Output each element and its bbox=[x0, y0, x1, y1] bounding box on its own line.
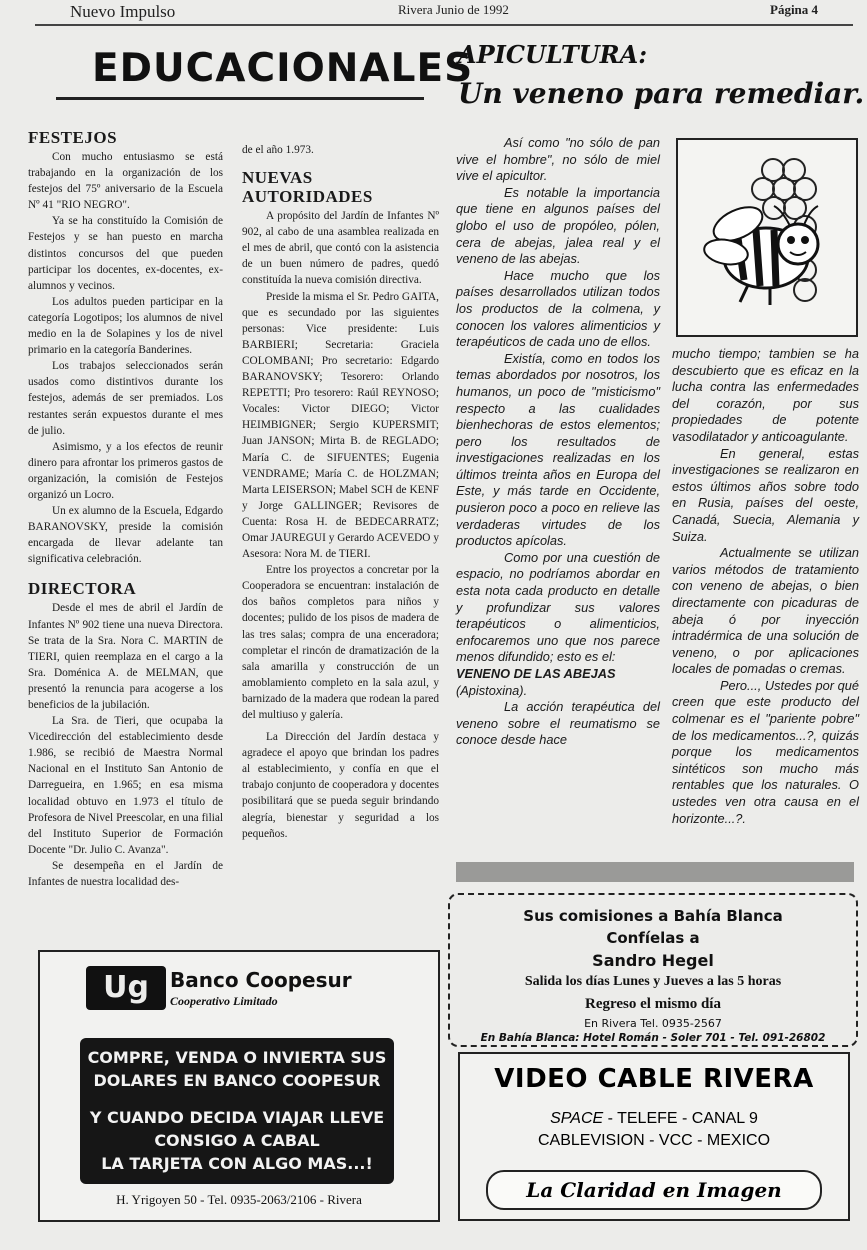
divider-bar bbox=[456, 862, 854, 882]
ad-line: Confíelas a bbox=[606, 929, 700, 947]
paragraph: En general, estas investigaciones se realizaron en estos últimos años sobre todo en Rusia, países del oeste, Canadá, Suecia, Alemania y Suiza. bbox=[672, 445, 859, 544]
autoridades-heading: NUEVAS AUTORIDADES bbox=[242, 168, 373, 207]
paragraph: Los adultos pueden participar en la categoría Logotipos; los alumnos de nivel medio en la de Solapines y los de nivel primario en la categoría Banderines. bbox=[28, 295, 223, 357]
ad-banco-coopesur bbox=[38, 950, 440, 1222]
paragraph: La acción terapéutica del veneno sobre el reumatismo se conoce desde hace bbox=[456, 699, 660, 748]
festejos-heading: FESTEJOS bbox=[28, 128, 118, 147]
paragraph: Ya se ha constituído la Comisión de Festejos y se han puesto en marcha distintos concursos del que pueden participar los docentes, ex-docentes, ex-alumnos y vecinos. bbox=[28, 215, 223, 292]
ad-line: Sandro Hegel bbox=[592, 951, 714, 970]
channels-line: - TELEFE - CANAL 9 bbox=[603, 1110, 758, 1127]
paragraph: A propósito del Jardín de Infantes Nº 902, al cabo de una asamblea realizada en el mes de abril, que contó con la asistencia de un buen número de padres, quedó constituída la nueva comisión directiva. bbox=[242, 210, 439, 287]
promo-line: COMPRE, VENDA O INVIERTA SUS bbox=[87, 1048, 387, 1067]
channels-line-2: CABLEVISION - VCC - MEXICO bbox=[537, 1132, 771, 1149]
header-rule bbox=[35, 24, 853, 26]
bank-name: Banco Coopesur bbox=[170, 968, 352, 992]
bank-address: H. Yrigoyen 50 - Tel. 0935-2063/2106 - Rivera bbox=[116, 1192, 362, 1207]
ad-line: Sus comisiones a Bahía Blanca bbox=[523, 907, 783, 925]
promo-line: LA TARJETA CON ALGO MAS...! bbox=[101, 1154, 373, 1173]
ad-line: En Bahía Blanca: Hotel Román - Soler 701 - Tel. 091-26802 bbox=[480, 1032, 826, 1044]
ad-line: Salida los días Lunes y Jueves a las 5 horas bbox=[524, 974, 782, 989]
paragraph: Como por una cuestión de espacio, no podríamos abordar en esta nota cada producto en detalle y profundizar sus valores terapéuticos o alimenticios, enfocaremos uno que nos parece menos difundido; esto es el: bbox=[456, 549, 660, 665]
space-label: SPACE bbox=[550, 1110, 604, 1127]
paragraph: Entre los proyectos a concretar por la Cooperadora se encuentran: instalación de dos baños completos para niños y docentes; pulido de los pisos de madera de las tres salas; compra de una enceradora; completar el rincón de dramatización de la sala amarilla y construcción de un amoblamiento completo en la sala azul, y barnizado de la madera que rodean la pared del multiuso y galería. bbox=[242, 564, 439, 721]
paragraph: La Dirección del Jardín destaca y agradece el apoyo que brindan los padres al establecimiento, y confía en que el trabajo conjunto de cooperadora y docentes posibilitará que se pueda seguir brindando alegría, bienestar y seguridad a los pequeños. bbox=[242, 731, 439, 840]
paragraph: Pero..., Ustedes por qué creen que este producto del colmenar es el "pariente pobre" de los medicamentos...?, quizás porque los medicamentos sintéticos son mucho más rentables que los naturales. O ustedes ven otra causa en el horizonte...?. bbox=[672, 677, 859, 826]
ad-line: En Rivera Tel. 0935-2567 bbox=[584, 1017, 722, 1030]
apicultura-column-1 bbox=[456, 135, 660, 749]
apicultura-column-2 bbox=[672, 346, 859, 827]
paragraph: Existía, como en todos los temas abordados por nosotros, los humanos, un poco de "misticismo" respecto a las cualidades bienhechoras de estos elementos; pero los resultados de investigaciones realizadas en los últimos treinta años en Europa del Este, y más tarde en Occidente, pusieron poco a poco en relieve las verdaderas virtudes de los productos apícolas. bbox=[456, 350, 660, 549]
paragraph: Un ex alumno de la Escuela, Edgardo BARANOVSKY, preside la comisión encargada de llevar adelante tan significativa celebración. bbox=[28, 505, 223, 566]
paragraph: La Sra. de Tieri, que ocupaba la Vicedirección del establecimiento desde 1.986, se recibió de Maestra Normal Nacional en el Instituto San Antonio de Darregueira, en 1.965; en esa misma localidad obtuvo en 1.973 el título de Profesora de Nivel Preescolar, en una filial del Instituto Superior de Formación Docente "Dr. Julio C. Avanza". bbox=[28, 715, 223, 856]
section-title: EDUCACIONALES bbox=[92, 46, 474, 91]
promo-line: CONSIGO A CABAL bbox=[154, 1131, 320, 1150]
column-middle bbox=[242, 142, 439, 842]
apicultura-title: APICULTURA: bbox=[458, 40, 648, 69]
bank-promo-box bbox=[80, 1038, 394, 1184]
masthead: Nuevo Impulso bbox=[70, 2, 176, 21]
paragraph: Con mucho entusiasmo se está trabajando en la organización de los festejos del 75º aniversario de la Escuela Nº 41 "RIO NEGRO". bbox=[28, 151, 223, 212]
paragraph: Preside la misma el Sr. Pedro GAITA, que es secundado por las siguientes personas: Vice presidente: Luis BARBIERI; Secretaria: Graciela COLOMBANI; Pro secretario: Edgardo BARANOVSKY; Tesorero: Orlando REPETTI; Pro tesorero: Raúl REYNOSO; Vocales: Victor DIEGO; Victor HEIMBIGNER; Sergio KUPERSMIT; Juan JANSON; Mirta B. de REGLADO; María C. de SIFUENTES; Eugenia VENDRAME; María C. de HOLZMAN; Marta LEISERSON; Mabel SCH de KENF y Jorge GALLINGER; Revisores de Cuenta: Rosa H. de BEDECARRATZ; Omar JAUREGUI y Gerardo ACEVEDO y Asesora: Nora M. de TIERI. bbox=[242, 290, 439, 561]
paragraph: Asimismo, y a los efectos de reunir dinero para afrontar los primeros gastos de organización, la comisión de Festejos organizó un Locro. bbox=[28, 440, 223, 501]
apistoxina: (Apistoxina). bbox=[456, 682, 528, 698]
ad-video-cable bbox=[458, 1052, 850, 1221]
paragraph: Desde el mes de abril el Jardín de Infantes Nº 902 tiene una nueva Directora. Se trata de la Sra. Nora C. MARTIN de TIERI, quien reemplaza en el cargo a la Sra. Doménica A. de MELMAN, que presentó la renuncia para acogerse a los beneficios de la jubilación. bbox=[28, 602, 223, 711]
ad-sandro-hegel bbox=[448, 893, 858, 1047]
paragraph: Los trabajos seleccionados serán usados como distintivos durante los festejos, además de ser premiados. Los restantes serán expuestos durante el mes de julio. bbox=[28, 360, 223, 437]
directora-heading: DIRECTORA bbox=[28, 579, 137, 599]
bee-illustration bbox=[676, 138, 858, 337]
promo-line: Y CUANDO DECIDA VIAJAR LLEVE bbox=[89, 1108, 385, 1127]
page-header bbox=[0, 0, 867, 26]
honeycomb bbox=[678, 140, 856, 335]
paragraph: Así como "no sólo de pan vive el hombre", no sólo de miel vive el apicultor. bbox=[456, 135, 660, 184]
cable-slogan: La Claridad en Imagen bbox=[486, 1170, 822, 1210]
section-rule bbox=[56, 97, 424, 100]
apicultura-subtitle: Un veneno para remediar. bbox=[458, 77, 865, 110]
cable-title: VIDEO CABLE RIVERA bbox=[494, 1064, 814, 1094]
column-left bbox=[28, 122, 223, 890]
coopesur-logo: Ug bbox=[86, 966, 166, 1010]
bank-subname: Cooperativo Limitado bbox=[170, 994, 278, 1008]
promo-line: DOLARES EN BANCO COOPESUR bbox=[93, 1071, 381, 1090]
paragraph: Hace mucho que los países desarrollados utilizan todos los productos de la colmena, y conocen los valores alimenticios y terapéuticos de cada uno de ellos. bbox=[456, 267, 660, 350]
ad-line: Regreso el mismo día bbox=[585, 996, 721, 1012]
paragraph: de el año 1.973. bbox=[242, 144, 314, 156]
paragraph: mucho tiempo; tambien se ha descubierto que es eficaz en la lucha contra las enfermedades del corazón, por sus propiedades de potente vasodilatador y anticoagulante. bbox=[672, 346, 859, 444]
page-number: Página 4 bbox=[770, 2, 819, 17]
paragraph: Es notable la importancia que tiene en algunos países del globo el uso de propóleo, pólen, cera de abejas, jalea real y el veneno de las abejas. bbox=[456, 184, 660, 267]
issue-date: Rivera Junio de 1992 bbox=[398, 2, 509, 17]
paragraph: Se desempeña en el Jardín de Infantes de nuestra localidad des- bbox=[28, 859, 223, 889]
veneno-heading: VENENO DE LAS ABEJAS bbox=[456, 666, 616, 681]
paragraph: Actualmente se utilizan varios métodos de tratamiento con veneno de abejas, o bien directamente con picaduras de abeja ó por inyección intradérmica de una solución de veneno, o por aplicaciones locales de pomadas o cremas. bbox=[672, 545, 859, 677]
